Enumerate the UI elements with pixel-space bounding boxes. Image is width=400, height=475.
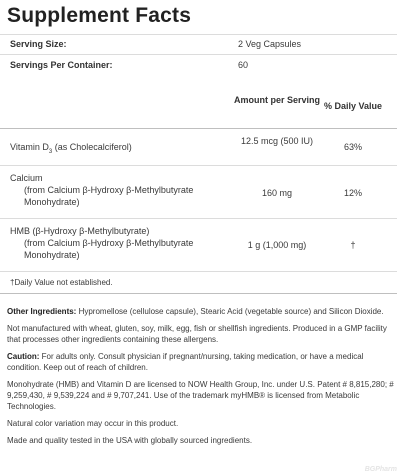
nutrient-detail: (from Calcium β-Hydroxy β-Methylbutyrate Monohydrate) (24, 238, 194, 260)
caution-note: Caution: For adults only. Consult physician if pregnant/nursing, taking medication, or have a medical condition. Keep out of reach of children. (7, 352, 364, 372)
nutrient-row-hmb (0, 219, 397, 271)
daily-value-header: % Daily Value (323, 101, 383, 111)
license-note: Monohydrate (HMB) and Vitamin D are licensed to NOW Health Group, Inc. under U.S. Patent # 8,815,280; # 9,259,430, # 9,539,224 and # 9,707,241. Use of the trademark myHMB® is licensed from Metabolic Technologies. (7, 380, 394, 411)
origin-note: Made and quality tested in the USA with globally sourced ingredients. (7, 436, 253, 445)
watermark: BGPharm (364, 466, 397, 473)
nutrient-daily-value: 12% (343, 188, 362, 198)
nutrient-amount: 12.5 mcg (500 IU) (240, 136, 314, 146)
servings-per-container-row (0, 54, 397, 76)
servings-per-container-label: Servings Per Container: (10, 60, 113, 70)
footnote: †Daily Value not established. (10, 278, 113, 287)
nutrient-row-calcium (0, 166, 397, 218)
nutrient-name: Vitamin $D_3$ (as Cholecalciferol) (10, 142, 132, 155)
nutrient-amount: 160 mg (261, 188, 293, 198)
footnote-row (0, 272, 397, 292)
serving-size-label: Serving Size: (10, 39, 67, 49)
serving-size-row (0, 34, 397, 54)
nutrient-row-vitamin-d (0, 129, 397, 165)
allergen-note: Not manufactured with wheat, gluten, soy, milk, egg, fish or shellfish ingredients. Produced in a GMP facility that processes other ingredients containing these allergens. (7, 324, 387, 344)
nutrient-name: HMB (β-Hydroxy β-Methylbutyrate) (10, 226, 150, 236)
divider (0, 293, 397, 294)
other-ingredients: Other Ingredients: Hypromellose (cellulose capsule), Stearic Acid (vegetable source) and Silicon Dioxide. (7, 307, 384, 316)
nutrient-amount: 1 g (1,000 mg) (247, 240, 307, 250)
nutrient-daily-value: † (350, 240, 356, 250)
page-title: Supplement Facts (7, 4, 192, 27)
nutrient-name: Calcium (10, 173, 43, 183)
column-header-row (0, 76, 397, 128)
nutrient-detail: (from Calcium β-Hydroxy β-Methylbutyrate Monohydrate) (24, 185, 194, 207)
color-variation-note: Natural color variation may occur in this product. (7, 419, 179, 428)
amount-per-serving-header: Amount per Serving (233, 95, 320, 105)
serving-size-value: 2 Veg Capsules (238, 39, 302, 49)
servings-per-container-value: 60 (238, 60, 249, 70)
nutrient-daily-value: 63% (343, 142, 362, 152)
label-notes (7, 306, 395, 452)
